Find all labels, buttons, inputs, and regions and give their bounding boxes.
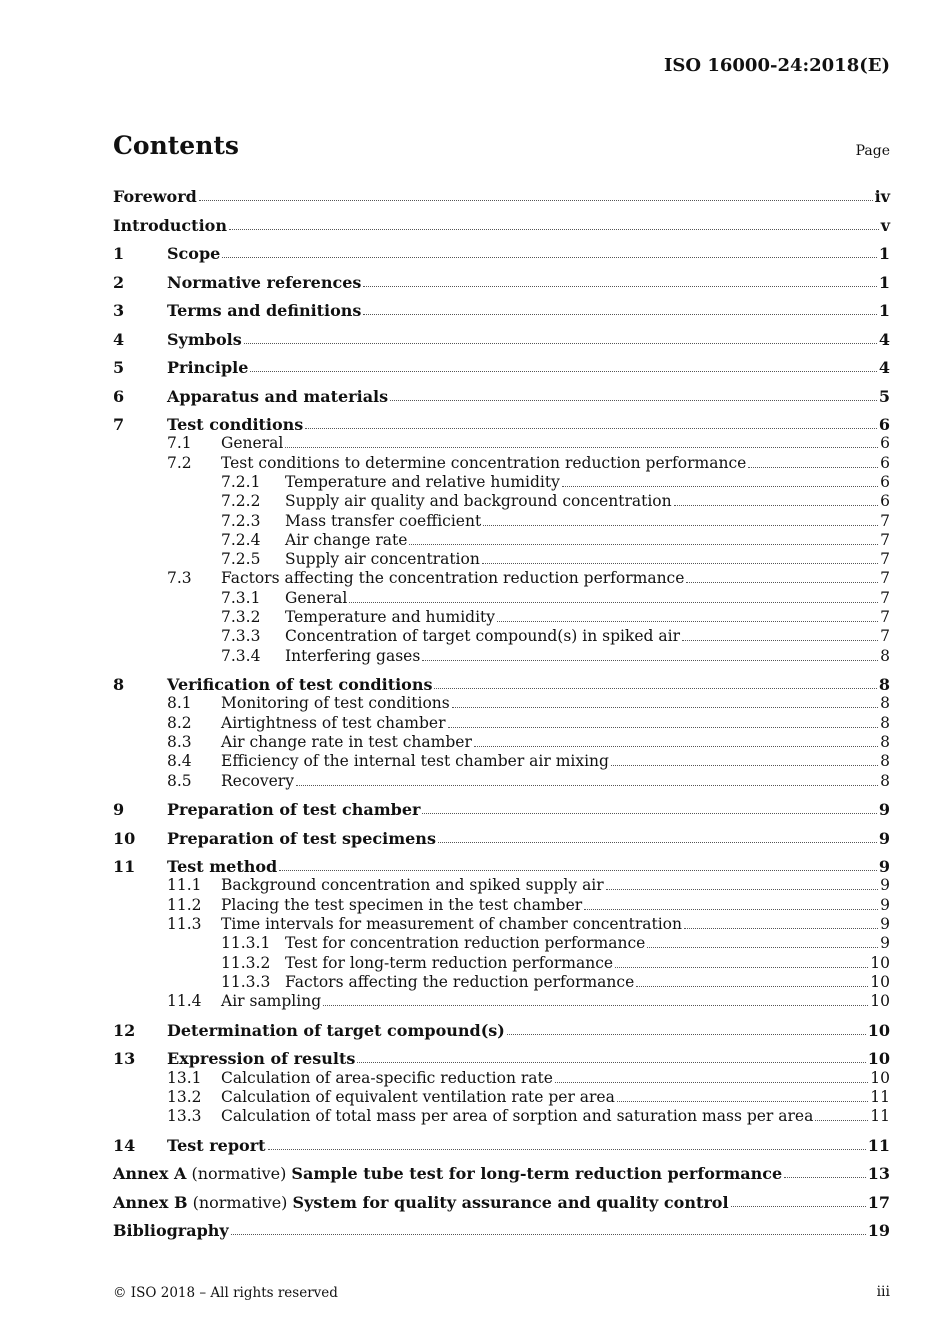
toc-entry-number: 8.2: [167, 713, 192, 732]
toc-entry-title: Test for long-term reduction performance: [285, 953, 614, 972]
toc-entry-page: 8: [880, 694, 890, 713]
annex-type: (normative): [186, 1164, 292, 1184]
toc-entry-title: Temperature and relative humidity: [285, 472, 560, 491]
toc-entry-number: 6: [113, 386, 125, 406]
toc-entry-title: Terms and definitions: [167, 301, 362, 320]
toc-entry[interactable]: [113, 330, 890, 349]
dot-leader: [222, 256, 877, 258]
toc-entry-title: Annex B: [113, 1192, 188, 1212]
toc-entry-title: Interfering gases: [285, 646, 421, 665]
toc-entry-title: Calculation of area-specific reduction rate: [221, 1068, 553, 1087]
toc-entry-page: 1: [878, 301, 890, 320]
toc-entry-label: [285, 589, 347, 608]
toc-entry[interactable]: [113, 1164, 890, 1183]
toc-entry[interactable]: [113, 694, 890, 713]
toc-entry[interactable]: [113, 934, 890, 953]
toc-entry-page: 6: [880, 492, 890, 511]
toc-entry-number: 7.2.3: [221, 511, 261, 530]
toc-entry[interactable]: [113, 387, 890, 406]
toc-entry-number: 14: [113, 1135, 136, 1155]
toc-entry-title: Supply air quality and background concentration: [285, 492, 672, 511]
toc-entry-label: [221, 454, 746, 473]
dot-leader: [363, 285, 876, 287]
toc-entry-label: [221, 876, 604, 895]
toc-entry-title: Concentration of target compound(s) in spiked air: [285, 627, 680, 646]
toc-entry-label: [221, 714, 446, 733]
toc-entry-number: 11.3.1: [221, 934, 271, 953]
toc-entry[interactable]: [113, 589, 890, 608]
toc-entry-number: 11: [113, 857, 136, 877]
page-number: iii: [876, 1284, 890, 1300]
toc-entry[interactable]: [113, 244, 890, 263]
toc-entry-title: Monitoring of test conditions: [221, 694, 450, 713]
toc-entry[interactable]: [113, 531, 890, 550]
toc-entry-number: 13.2: [167, 1087, 202, 1106]
toc-entry-number: 2: [113, 272, 125, 292]
toc-entry-page: 1: [878, 244, 890, 263]
toc-entry[interactable]: [113, 1069, 890, 1088]
toc-entry-page: 7: [880, 530, 890, 549]
toc-entry-label: [167, 387, 388, 406]
toc-entry[interactable]: [113, 1088, 890, 1107]
toc-entry-number: 7.3.3: [221, 627, 261, 646]
toc-entry-label: [285, 512, 481, 531]
dot-leader: [422, 659, 878, 661]
dot-leader: [474, 745, 878, 747]
toc-entry-label: [113, 1221, 229, 1240]
toc-entry-number: 7.2.5: [221, 550, 261, 569]
toc-entry[interactable]: [113, 915, 890, 934]
toc-entry[interactable]: [113, 273, 890, 292]
toc-entry-page: 19: [867, 1221, 890, 1241]
toc-entry[interactable]: [113, 1221, 890, 1240]
toc-entry[interactable]: [113, 1049, 890, 1068]
toc-entry-page: 10: [870, 992, 890, 1011]
dot-leader: [285, 446, 878, 448]
dot-leader: [199, 199, 873, 201]
toc-entry-title: Mass transfer coefficient: [285, 511, 482, 530]
toc-entry[interactable]: [113, 434, 890, 453]
dot-leader: [268, 1148, 866, 1150]
toc-entry-number: 7.2.2: [221, 492, 261, 511]
toc-entry-label: [221, 434, 283, 453]
dot-leader: [748, 466, 878, 468]
dot-leader: [434, 687, 876, 689]
toc-entry-page: 10: [870, 1068, 890, 1087]
toc-entry-label: [285, 608, 495, 627]
toc-entry[interactable]: [113, 569, 890, 588]
toc-entry-title: Test conditions to determine concentration reduction performance: [221, 453, 747, 472]
toc-entry-label: [167, 415, 303, 434]
page-column-label: Page: [855, 143, 890, 159]
toc-entry-title: Expression of results: [167, 1049, 356, 1069]
toc-entry-title: Temperature and humidity: [285, 608, 496, 626]
dot-leader: [682, 639, 878, 641]
toc-entry-title: Annex A: [113, 1164, 187, 1184]
toc-entry-number: 11.3.2: [221, 953, 271, 972]
toc-entry-number: 11.1: [167, 876, 202, 895]
dot-leader: [305, 427, 877, 429]
toc-entry-number: 7.3.1: [221, 588, 261, 607]
toc-entry-page: 11: [867, 1135, 890, 1155]
toc-entry-label: [221, 694, 450, 713]
contents-title: Contents: [113, 131, 240, 160]
toc-entry-page: v: [880, 215, 890, 235]
toc-entry-title: Time intervals for measurement of chamber concentration: [221, 915, 682, 933]
toc-entry-page: 8: [880, 646, 890, 665]
toc-entry-title: Scope: [167, 244, 221, 263]
toc-entry-title: Air change rate: [285, 530, 408, 549]
toc-entry-page: 10: [870, 972, 890, 991]
toc-entry[interactable]: [113, 512, 890, 531]
dot-leader: [606, 888, 878, 890]
toc-entry-page: 9: [880, 895, 890, 914]
toc-entry-label: [113, 1193, 729, 1212]
dot-leader: [674, 504, 879, 506]
toc-entry[interactable]: [113, 876, 890, 895]
toc-entry-number: 8: [113, 675, 125, 695]
toc-entry-title: Determination of target compound(s): [167, 1020, 505, 1040]
dot-leader: [784, 1176, 866, 1178]
toc-entry[interactable]: [113, 752, 890, 771]
toc-entry[interactable]: [113, 896, 890, 915]
toc-entry-number: 13.1: [167, 1068, 202, 1087]
toc-entry[interactable]: [113, 857, 890, 876]
toc-entry-label: [167, 358, 248, 377]
toc-entry-title: Placing the test specimen in the test chamber: [221, 895, 583, 914]
toc-entry-title: Apparatus and materials: [167, 386, 389, 406]
toc-entry[interactable]: [113, 772, 890, 791]
toc-entry-label: [167, 675, 432, 694]
dot-leader: [497, 620, 878, 622]
toc-entry-label: [167, 1136, 266, 1155]
toc-entry-page: 6: [880, 453, 890, 472]
toc-entry-page: 4: [878, 329, 890, 349]
dot-leader: [229, 228, 879, 230]
toc-entry-title: Normative references: [167, 272, 362, 292]
dot-leader: [686, 581, 878, 583]
toc-entry-title: Bibliography: [113, 1221, 229, 1241]
dot-leader: [611, 764, 878, 766]
toc-entry-label: [285, 973, 634, 992]
dot-leader: [507, 1033, 866, 1035]
toc-entry-number: 13.3: [167, 1107, 202, 1126]
toc-entry-page: 8: [880, 733, 890, 751]
dot-leader: [409, 543, 878, 545]
toc-entry[interactable]: [113, 473, 890, 492]
toc-entry-title: Verification of test conditions: [167, 675, 433, 695]
toc-entry-title: Test for concentration reduction performance: [285, 934, 646, 953]
toc-entry-title: Background concentration and spiked supply air: [221, 876, 604, 895]
toc-entry-page: 10: [867, 1020, 890, 1040]
toc-entry-number: 1: [113, 244, 125, 263]
toc-entry-page: 6: [880, 434, 890, 453]
toc-entry-page: 6: [878, 415, 890, 434]
dot-leader: [390, 399, 877, 401]
dot-leader: [584, 908, 878, 910]
toc-entry-number: 11.2: [167, 895, 202, 914]
dot-leader: [349, 601, 878, 603]
toc-entry-label: [167, 829, 436, 848]
toc-entry-title: Symbols: [167, 329, 242, 349]
toc-entry-label: [285, 492, 672, 511]
toc-entry[interactable]: [113, 733, 890, 752]
toc-entry-page: 9: [878, 857, 890, 877]
toc-entry-number: 8.1: [167, 694, 192, 713]
toc-entry[interactable]: [113, 454, 890, 473]
toc-entry-title: Foreword: [113, 187, 197, 206]
dot-leader: [483, 524, 878, 526]
annex-title: Sample tube test for long-term reduction performance: [291, 1164, 783, 1184]
dot-leader: [615, 966, 868, 968]
dot-leader: [448, 726, 879, 728]
dot-leader: [244, 342, 877, 344]
copyright-notice: © ISO 2018 – All rights reserved: [113, 1285, 338, 1301]
toc-entry[interactable]: [113, 1136, 890, 1155]
toc-entry-title: General: [221, 434, 284, 453]
toc-entry-page: iv: [874, 187, 890, 206]
toc-entry-page: 7: [880, 588, 890, 607]
toc-entry-label: [113, 187, 197, 206]
toc-entry-page: 4: [878, 358, 890, 377]
toc-entry-title: Factors affecting the reduction performance: [285, 972, 635, 991]
toc-entry[interactable]: [113, 714, 890, 733]
toc-entry-page: 9: [880, 876, 890, 895]
toc-entry-label: [221, 992, 321, 1011]
toc-entry-number: 7.1: [167, 434, 192, 453]
toc-entry-label: [285, 954, 613, 973]
toc-entry[interactable]: [113, 973, 890, 992]
annex-type: (normative): [187, 1192, 293, 1212]
toc-entry-title: Preparation of test chamber: [167, 800, 421, 820]
toc-entry-page: 6: [880, 472, 890, 491]
toc-entry-page: 8: [880, 713, 890, 732]
toc-entry-number: 4: [113, 329, 125, 349]
toc-entry-label: [285, 934, 645, 953]
toc-entry-title: Preparation of test specimens: [167, 828, 436, 848]
toc-entry-label: [167, 1049, 355, 1068]
toc-entry-label: [221, 896, 582, 915]
toc-entry-label: [167, 1021, 505, 1040]
toc-entry-number: 3: [113, 301, 125, 320]
dot-leader: [636, 985, 868, 987]
toc-entry-label: [167, 800, 420, 819]
dot-leader: [296, 784, 878, 786]
toc-entry-page: 10: [870, 953, 890, 972]
toc-entry-page: 13: [867, 1164, 890, 1184]
toc-entry-title: Test method: [167, 857, 278, 877]
toc-entry-number: 7.3: [167, 569, 192, 588]
toc-entry[interactable]: [113, 627, 890, 646]
toc-entry-number: 11.4: [167, 992, 202, 1011]
toc-entry-number: 8.4: [167, 752, 192, 771]
toc-entry[interactable]: [113, 829, 890, 848]
toc-entry[interactable]: [113, 358, 890, 377]
toc-entry-label: [167, 301, 361, 320]
toc-entry-label: [113, 216, 227, 235]
toc-entry[interactable]: [113, 187, 890, 206]
toc-entry[interactable]: [113, 647, 890, 666]
toc-entry-label: [167, 330, 242, 349]
toc-entry-page: 10: [867, 1049, 890, 1069]
toc-entry-title: Calculation of equivalent ventilation rate per area: [221, 1087, 615, 1106]
toc-entry-title: Recovery: [221, 771, 294, 790]
toc-entry-label: [285, 531, 407, 550]
toc-entry[interactable]: [113, 216, 890, 235]
dot-leader: [250, 370, 876, 372]
toc-entry-page: 17: [867, 1192, 890, 1212]
toc-entry-page: 5: [878, 386, 890, 406]
dot-leader: [452, 706, 878, 708]
toc-entry-title: Principle: [167, 358, 249, 377]
toc-entry[interactable]: [113, 1107, 890, 1126]
toc-entry-page: 8: [880, 752, 890, 771]
toc-entry-number: 12: [113, 1020, 136, 1040]
toc-entry-title: Air sampling: [221, 992, 322, 1011]
toc-entry[interactable]: [113, 1193, 890, 1212]
toc-entry-title: Calculation of total mass per area of sorption and saturation mass per area: [221, 1107, 814, 1126]
toc-entry-label: [113, 1164, 782, 1183]
toc-entry-page: 9: [878, 828, 890, 848]
dot-leader: [422, 812, 876, 814]
toc-entry-page: 8: [878, 675, 890, 695]
document-id: ISO 16000-24:2018(E): [663, 55, 890, 76]
toc-entry-page: 8: [880, 771, 890, 790]
toc-entry-number: 7: [113, 415, 125, 434]
dot-leader: [617, 1100, 868, 1102]
toc-entry-number: 7.2.4: [221, 530, 261, 549]
toc-entry-label: [167, 273, 361, 292]
toc-entry-label: [285, 473, 560, 492]
toc-entry-number: 10: [113, 828, 136, 848]
dot-leader: [438, 841, 877, 843]
toc-entry-label: [285, 627, 680, 646]
toc-entry-label: [221, 1107, 813, 1126]
toc-entry-title: General: [285, 588, 348, 607]
toc-entry-number: 11.3: [167, 915, 202, 933]
toc-entry-number: 9: [113, 800, 125, 820]
toc-entry-page: 7: [880, 550, 890, 569]
toc-entry-page: 7: [880, 608, 890, 626]
toc-entry-title: Factors affecting the concentration reduction performance: [221, 569, 685, 588]
toc-entry-page: 11: [870, 1107, 890, 1126]
toc-entry-label: [285, 647, 420, 666]
toc-entry-title: Efficiency of the internal test chamber air mixing: [221, 752, 609, 771]
dot-leader: [323, 1004, 868, 1006]
toc-entry-label: [221, 915, 682, 934]
dot-leader: [363, 313, 876, 315]
toc-entry-page: 7: [880, 627, 890, 646]
toc-entry-label: [167, 244, 220, 263]
dot-leader: [731, 1205, 866, 1207]
dot-leader: [647, 946, 878, 948]
toc-entry-number: 13: [113, 1049, 136, 1069]
dot-leader: [815, 1119, 868, 1121]
toc-entry[interactable]: [113, 992, 890, 1011]
toc-entry-label: [221, 569, 684, 588]
toc-entry-page: 9: [878, 800, 890, 820]
toc-entry[interactable]: [113, 301, 890, 320]
toc-entry-label: [285, 550, 480, 569]
toc-entry-title: Supply air concentration: [285, 550, 480, 569]
toc-entry-page: 7: [880, 511, 890, 530]
toc-entry-number: 11.3.3: [221, 972, 271, 991]
dot-leader: [357, 1061, 865, 1063]
toc-entry[interactable]: [113, 675, 890, 694]
toc-entry[interactable]: [113, 415, 890, 434]
toc-entry-page: 9: [880, 915, 890, 933]
table-of-contents: [113, 0, 890, 1344]
toc-entry-page: 1: [878, 272, 890, 292]
toc-entry-number: 5: [113, 358, 125, 377]
toc-entry-label: [221, 752, 609, 771]
dot-leader: [231, 1233, 866, 1235]
dot-leader: [482, 562, 878, 564]
dot-leader: [555, 1081, 868, 1083]
annex-title: System for quality assurance and quality control: [292, 1192, 729, 1212]
toc-entry-number: 7.2: [167, 453, 192, 472]
toc-entry-label: [221, 1088, 615, 1107]
toc-entry-label: [221, 1069, 553, 1088]
toc-entry-number: 8.5: [167, 771, 192, 790]
toc-entry-number: 7.3.4: [221, 646, 261, 665]
toc-entry-title: Test conditions: [167, 415, 304, 434]
toc-entry-label: [221, 772, 294, 791]
toc-entry-title: Test report: [167, 1135, 266, 1155]
dot-leader: [684, 927, 878, 929]
toc-entry[interactable]: [113, 608, 890, 627]
toc-entry-page: 9: [880, 934, 890, 953]
toc-entry-title: Airtightness of test chamber: [221, 713, 446, 732]
toc-entry[interactable]: [113, 492, 890, 511]
toc-entry-page: 7: [880, 569, 890, 588]
dot-leader: [279, 869, 877, 871]
toc-entry[interactable]: [113, 954, 890, 973]
toc-entry-label: [221, 733, 472, 752]
toc-entry-label: [167, 857, 277, 876]
toc-entry[interactable]: [113, 550, 890, 569]
toc-entry-number: 8.3: [167, 733, 192, 751]
toc-entry-page: 11: [870, 1087, 890, 1106]
toc-entry-number: 7.2.1: [221, 472, 261, 491]
toc-entry-title: Introduction: [113, 215, 227, 235]
toc-entry-title: Air change rate in test chamber: [221, 733, 472, 751]
toc-entry[interactable]: [113, 1021, 890, 1040]
toc-entry[interactable]: [113, 800, 890, 819]
dot-leader: [562, 485, 878, 487]
toc-entry-number: 7.3.2: [221, 608, 261, 626]
